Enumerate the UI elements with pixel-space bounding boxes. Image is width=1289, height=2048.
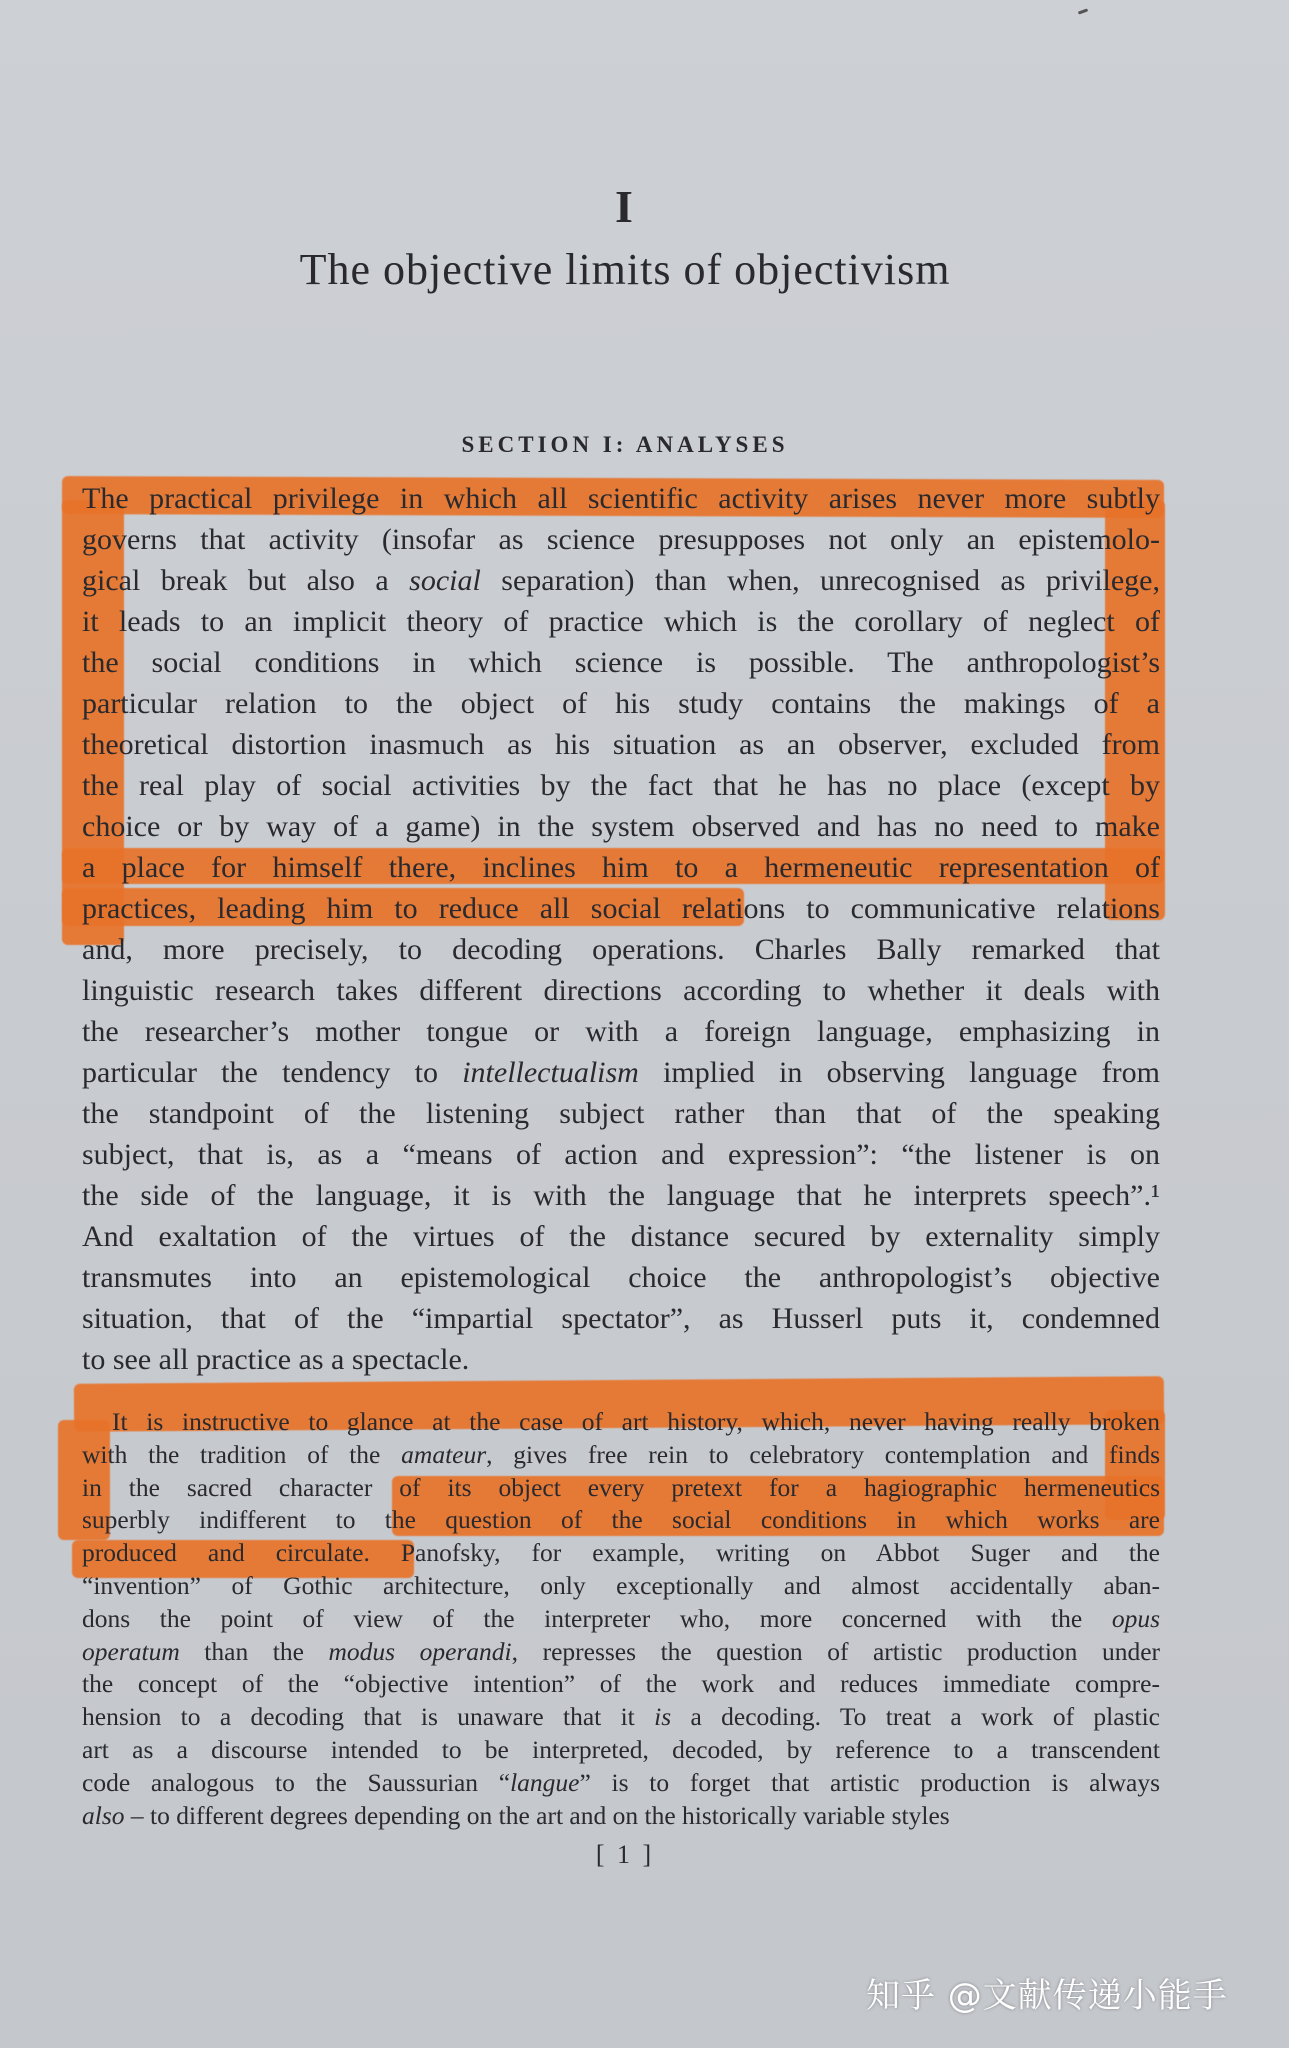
text-line: dons the point of view of the interpreter who, more concerned with the opus [82,1603,1160,1633]
text-line: particular the tendency to intellectualism implied in observing language from [82,1056,1160,1089]
chapter-number: I [615,181,635,232]
text-line: the concept of the “objective intention” of the work and reduces immediate compre- [82,1669,1160,1699]
text-line: linguistic research takes different directions according to whether it deals with [82,974,1160,1007]
text-line: operatum than the modus operandi, represses the question of artistic production under [82,1636,1161,1666]
text-line: art as a discourse intended to be interpreted, decoded, by reference to a transcendent [82,1734,1160,1764]
text-line: produced and circulate. Panofsky, for example, writing on Abbot Suger and the [82,1538,1160,1568]
text-line: “invention” of Gothic architecture, only exceptionally and almost accidentally aban- [82,1570,1160,1600]
text-line: practices, leading him to reduce all social relations to communicative relations [82,892,1160,925]
text-line: situation, that of the “impartial spectator”, as Husserl puts it, condemned [82,1302,1160,1335]
section-heading: SECTION I: ANALYSES [461,432,789,457]
chapter-title: The objective limits of objectivism [299,245,951,294]
paragraph-2 [82,1406,1160,1832]
text-line: superbly indifferent to the question of the social conditions in which works are [82,1505,1160,1535]
text-line: and, more precisely, to decoding operations. Charles Bally remarked that [82,933,1160,966]
text-line: subject, that is, as a “means of action and expression”: “the listener is on [82,1138,1160,1171]
text-line: the social conditions in which science is possible. The anthropologist’s [82,646,1160,679]
text-line: gical break but also a social separation) than when, unrecognised as privilege, [82,564,1160,597]
text-line: the real play of social activities by the fact that he has no place (except by [82,769,1160,802]
text-line: particular relation to the object of his study contains the makings of a [82,687,1160,720]
text-line: theoretical distortion inasmuch as his situation as an observer, excluded from [82,728,1160,761]
text-line: it leads to an implicit theory of practice which is the corollary of neglect of [82,605,1160,638]
text-line: hension to a decoding that is unaware that it is a decoding. To treat a work of plastic [82,1702,1160,1732]
text-line: governs that activity (insofar as science presupposes not only an epistemolo- [82,523,1160,556]
paragraph-1 [82,478,1160,1380]
page-number: [ 1 ] [595,1840,655,1869]
text-line: in the sacred character of its object every pretext for a hagiographic hermeneutics [82,1472,1160,1502]
text-line: code analogous to the Saussurian “langue” is to forget that artistic production is always [82,1767,1160,1797]
text-line: choice or by way of a game) in the system observed and has no need to make [82,810,1160,843]
text-line: also – to different degrees depending on the art and on the historically variable styles [82,1800,950,1830]
watermark: 知乎 @文献传递小能手 [866,1976,1228,2016]
text-line: The practical privilege in which all scientific activity arises never more subtly [82,482,1160,515]
text-line: And exaltation of the virtues of the distance secured by externality simply [82,1220,1160,1253]
text-line: It is instructive to glance at the case of art history, which, never having really broken [112,1407,1160,1436]
ink-speck [1078,8,1088,14]
text-line: the researcher’s mother tongue or with a foreign language, emphasizing in [82,1015,1160,1048]
text-line: transmutes into an epistemological choice the anthropologist’s objective [82,1261,1160,1294]
text-line: the side of the language, it is with the language that he interprets speech”.¹ [82,1179,1160,1212]
text-line: a place for himself there, inclines him to a hermeneutic representation of [82,851,1160,884]
text-line: with the tradition of the amateur, gives free rein to celebratory contemplation and finds [82,1439,1161,1469]
text-line: to see all practice as a spectacle. [82,1343,470,1376]
text-line: the standpoint of the listening subject rather than that of the speaking [82,1097,1160,1130]
